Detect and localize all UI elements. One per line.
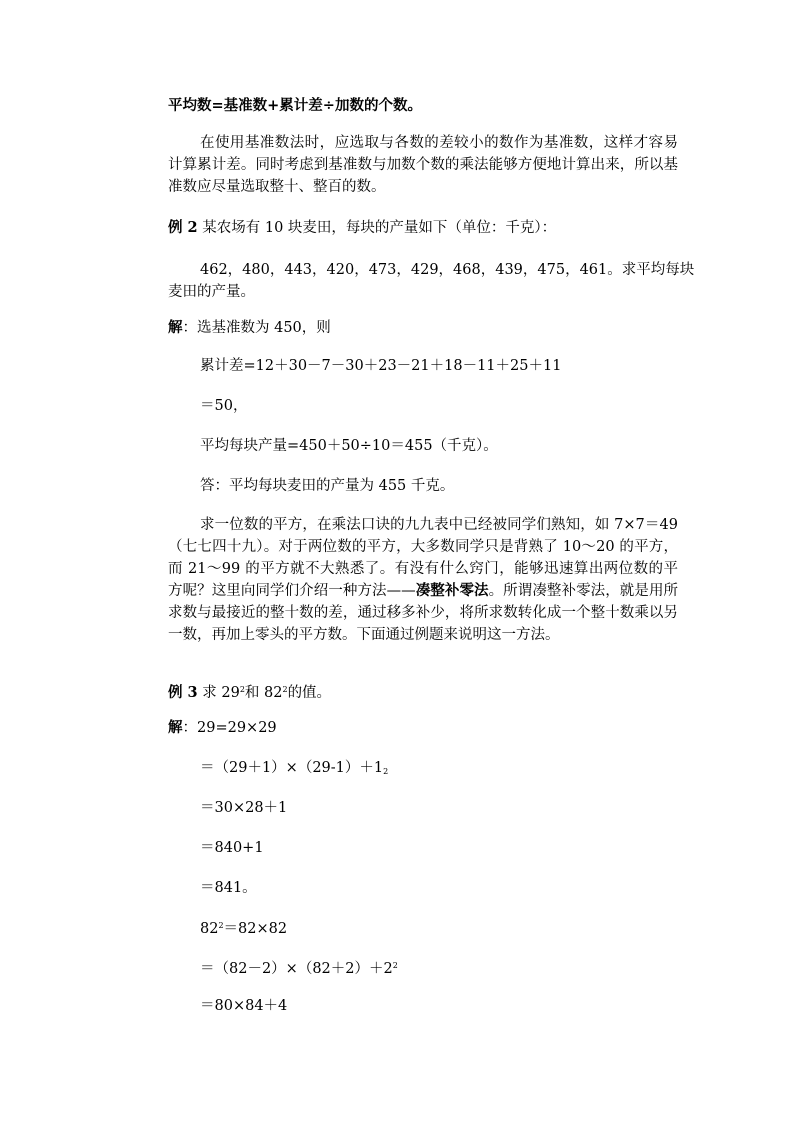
paragraph-square-method [168,514,678,646]
step-cumulative-diff: 累计差=12＋30－7－30＋23－21＋18－11＋25＋11 [200,358,562,374]
example-2-label: 例 2 [168,219,198,236]
solution-label: 解 [168,319,183,336]
step-result: ＝50， [200,398,248,414]
paragraph-base-number: 在使用基准数法时，应选取与各数的差较小的数作为基准数，这样才容易计算累计差。同时考虑到基准数与加数个数的乘法能够方便地计算出来，所以基准数应尽量选取整十、整百的数。 [168,135,678,195]
example-3-question: 例 3 求 $29^2$和 $82^2$的值。 [168,684,332,701]
step-82-multiply: ＝80×84＋4 [200,998,288,1014]
example-2-solution [168,318,331,338]
step-sum: ＝840+1 [200,840,264,856]
example-3-label: 例 3 [168,684,198,701]
example-2-question [168,218,556,238]
step-multiply: ＝30×28＋1 [200,800,288,816]
step-expand: $=(29+1)\times(29-1)+1_2$ [200,760,389,776]
step-average: 平均每块产量=450＋50÷10＝455（千克）。 [200,438,498,454]
solution-intro: ：选基准数为 450，则 [182,320,331,336]
example-2-data-line-1: 462，480，443，420，473，429，468，439，475，461。求平均每块 [200,262,695,278]
paragraph-text-1: 求一位数的平方，在乘法口诀的九九表中已经被同学们熟知，如 7×7＝49（七七四十九）。对于两位数的平方，大多数同学只是背熟了 10～20 的平方，而 21～99 的平方就不大熟悉了。有没有什么窍门，能够迅速算出两位数的平方呢？这里向同学们介绍一种方法—— [168,517,678,599]
paragraph-text-2: 。所谓凑整补零法，就是用所求数与最接近的整十数的差，通过移多补少，将所求数转化成一个整十数乘以另一数，再加上零头的平方数。下面通过例题来说明这一方法。 [168,583,679,643]
answer-line: 答：平均每块麦田的产量为 455 千克。 [200,478,455,494]
step-82-square: $82^2=82\times 82$ [200,921,288,937]
example-3-solution: 解：29=29×29 [168,719,277,736]
example-2-data-line-2: 麦田的产量。 [168,284,255,300]
example-2-text: 某农场有 10 块麦田，每块的产量如下（单位：千克）： [197,220,557,236]
solution-label: 解 [168,719,183,736]
step-result-841: ＝841。 [200,880,257,896]
method-name: 凑整补零法 [415,582,489,599]
formula-heading: 平均数=基准数+累计差÷加数的个数。 [168,97,422,114]
step-82-expand: $=(82-2)\times(82+2)+2^2$ [200,961,398,977]
